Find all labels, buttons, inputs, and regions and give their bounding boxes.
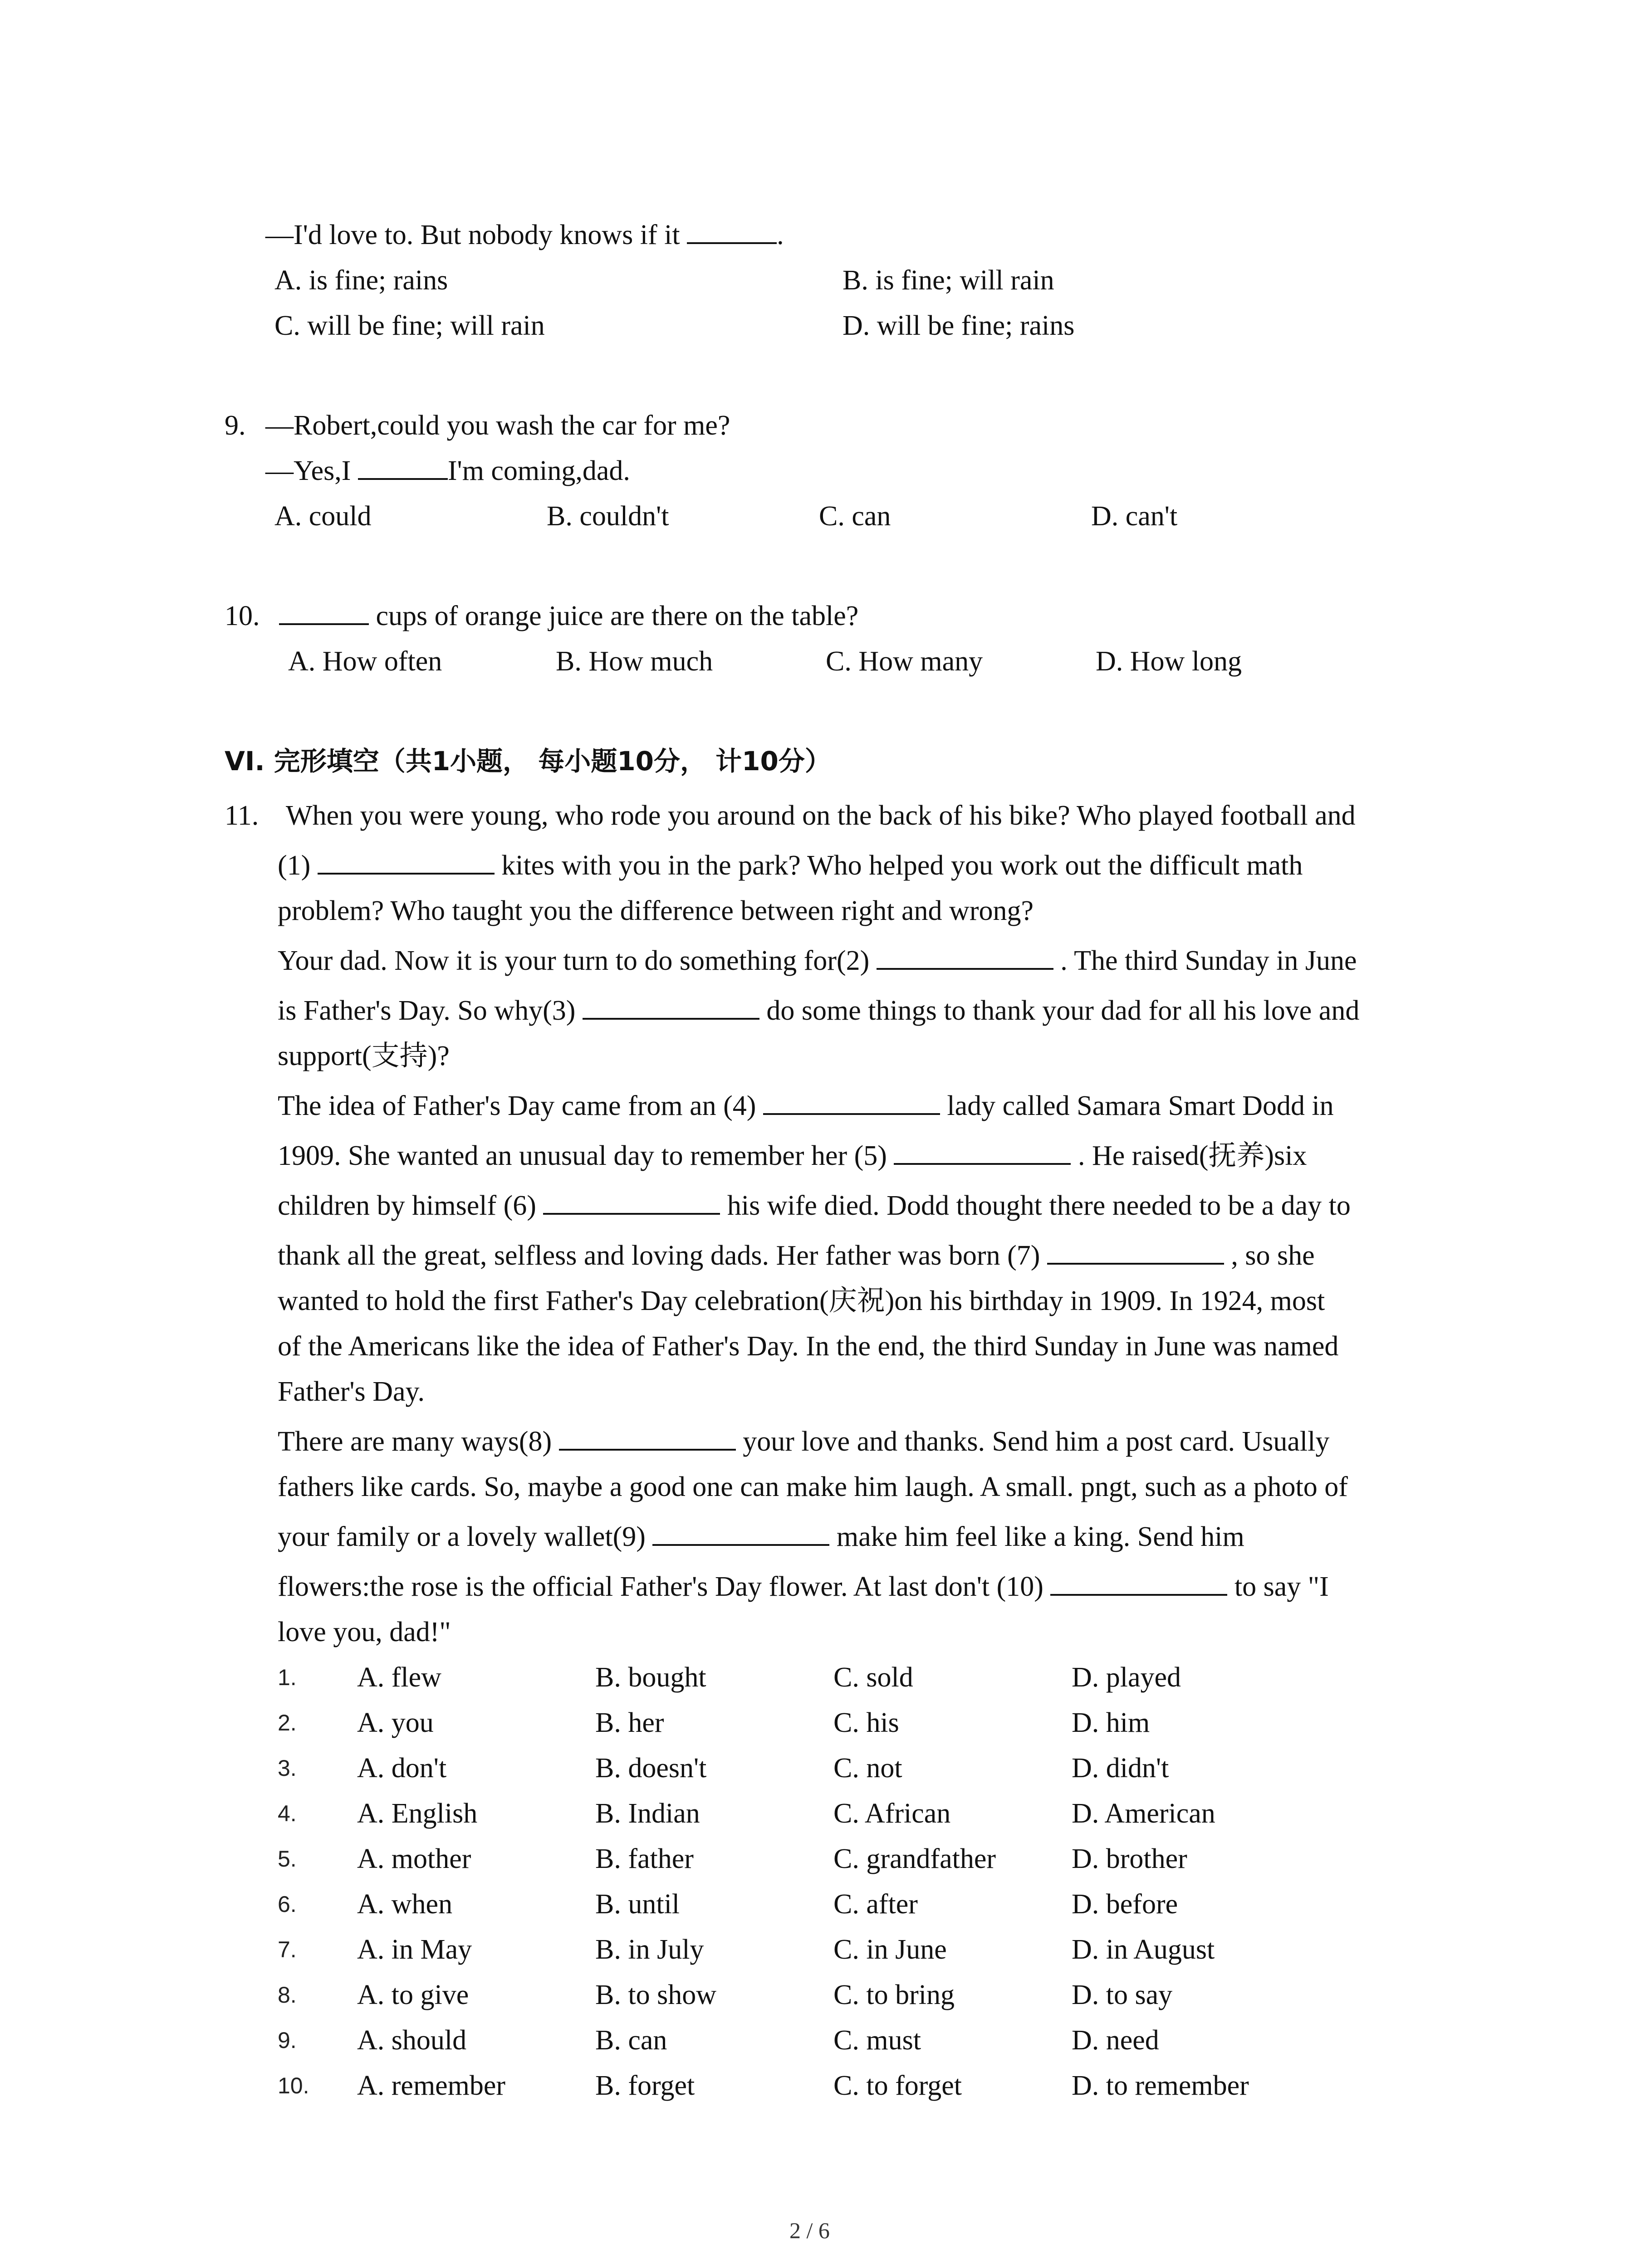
option-d: D. in August: [1072, 1934, 1215, 1965]
passage-line: The idea of Father's Day came from an (4) lady called Samara Smart Dodd in: [278, 1088, 1334, 1124]
option-a: A. English: [357, 1798, 478, 1829]
q8-option-c: C. will be fine; will rain: [274, 310, 545, 341]
option-a: A. don't: [357, 1753, 447, 1784]
option-a: A. mother: [357, 1843, 471, 1874]
option-c: C. to forget: [833, 2070, 962, 2101]
q9-option-c: C. can: [819, 501, 891, 532]
option-d: D. before: [1072, 1889, 1178, 1920]
option-a: A. you: [357, 1707, 434, 1738]
q10-option-d: D. How long: [1096, 646, 1242, 677]
option-c: C. after: [833, 1889, 918, 1920]
passage-line: love you, dad!": [278, 1617, 451, 1647]
option-c: C. sold: [833, 1662, 913, 1693]
option-b: B. in July: [595, 1934, 704, 1965]
option-a: A. should: [357, 2025, 467, 2056]
option-c: C. grandfather: [833, 1843, 996, 1874]
option-d: D. to remember: [1072, 2070, 1249, 2101]
cloze-blank-8[interactable]: [559, 1423, 736, 1451]
q10-option-c: C. How many: [826, 646, 983, 677]
answer-blank[interactable]: [358, 453, 448, 480]
passage-line: thank all the great, selfless and loving dads. Her father was born (7) , so she: [278, 1237, 1315, 1274]
q10-number: 10.: [225, 601, 260, 631]
passage-line: problem? Who taught you the difference between right and wrong?: [278, 895, 1034, 926]
q9-line1: —Robert,could you wash the car for me?: [265, 410, 730, 441]
cloze-blank-2[interactable]: [877, 943, 1053, 970]
cloze-blank-4[interactable]: [763, 1088, 940, 1115]
option-c: C. not: [833, 1753, 902, 1784]
passage-line: There are many ways(8) your love and thanks. Send him a post card. Usually: [278, 1423, 1329, 1460]
option-b: B. father: [595, 1843, 694, 1874]
passage-line: flowers:the rose is the official Father's Day flower. At last don't (10) to say "I: [278, 1569, 1329, 1605]
passage-line: of the Americans like the idea of Father's Day. In the end, the third Sunday in June was named: [278, 1331, 1339, 1362]
option-a: A. to give: [357, 1980, 469, 2010]
option-row-number: 4.: [278, 1801, 297, 1826]
q10-option-b: B. How much: [556, 646, 713, 677]
q9-line2: —Yes,I I'm coming,dad.: [265, 453, 630, 489]
answer-blank[interactable]: [279, 598, 369, 625]
option-c: C. in June: [833, 1934, 947, 1965]
cloze-blank-6[interactable]: [543, 1188, 720, 1215]
option-row-number: 2.: [278, 1710, 297, 1735]
option-b: B. Indian: [595, 1798, 700, 1829]
option-row-number: 7.: [278, 1937, 297, 1962]
cloze-blank-5[interactable]: [894, 1138, 1071, 1165]
passage-line: Your dad. Now it is your turn to do something for(2) . The third Sunday in June: [278, 943, 1357, 979]
option-b: B. until: [595, 1889, 680, 1920]
passage-line: wanted to hold the first Father's Day celebration(庆祝)on his birthday in 1909. In 1924, most: [278, 1286, 1325, 1316]
passage-line: (1) kites with you in the park? Who helped you work out the difficult math: [278, 847, 1303, 884]
cloze-blank-7[interactable]: [1047, 1237, 1224, 1265]
option-d: D. didn't: [1072, 1753, 1169, 1784]
option-d: D. him: [1072, 1707, 1150, 1738]
q9-option-d: D. can't: [1091, 501, 1178, 532]
q11-number: 11.: [225, 800, 259, 831]
passage-line: Father's Day.: [278, 1376, 425, 1407]
q8-reply: —I'd love to. But nobody knows if it .: [265, 217, 784, 253]
option-a: A. flew: [357, 1662, 441, 1693]
passage-line: fathers like cards. So, maybe a good one can make him laugh. A small. pngt, such as a photo of: [278, 1471, 1348, 1502]
q8-option-d: D. will be fine; rains: [843, 310, 1075, 341]
option-b: B. to show: [595, 1980, 716, 2010]
option-a: A. when: [357, 1889, 453, 1920]
cloze-blank-10[interactable]: [1050, 1569, 1227, 1596]
option-b: B. her: [595, 1707, 664, 1738]
section-heading: VI. 完形填空（共1小题， 每小题10分， 计10分）: [225, 746, 831, 777]
option-b: B. doesn't: [595, 1753, 707, 1784]
passage-line: 1909. She wanted an unusual day to remember her (5) . He raised(抚养)six: [278, 1138, 1307, 1174]
q8-option-a: A. is fine; rains: [274, 265, 448, 296]
cloze-blank-3[interactable]: [583, 992, 759, 1020]
option-row-number: 8.: [278, 1982, 297, 2008]
cloze-blank-9[interactable]: [652, 1519, 829, 1546]
option-row-number: 5.: [278, 1846, 297, 1872]
option-row-number: 1.: [278, 1665, 297, 1690]
option-b: B. forget: [595, 2070, 695, 2101]
option-b: B. can: [595, 2025, 667, 2056]
passage-line: When you were young, who rode you around on the back of his bike? Who played football and: [286, 800, 1356, 831]
option-c: C. African: [833, 1798, 951, 1829]
q9-option-b: B. couldn't: [547, 501, 669, 532]
option-c: C. must: [833, 2025, 921, 2056]
q8-option-b: B. is fine; will rain: [843, 265, 1054, 296]
option-a: A. in May: [357, 1934, 472, 1965]
cloze-blank-1[interactable]: [318, 847, 495, 875]
passage-line: is Father's Day. So why(3) do some things to thank your dad for all his love and: [278, 992, 1359, 1029]
option-row-number: 9.: [278, 2028, 297, 2053]
q10-option-a: A. How often: [288, 646, 442, 677]
q9-number: 9.: [225, 410, 246, 441]
option-c: C. his: [833, 1707, 899, 1738]
passage-line: your family or a lovely wallet(9) make him feel like a king. Send him: [278, 1519, 1244, 1555]
answer-blank[interactable]: [687, 217, 777, 244]
option-d: D. to say: [1072, 1980, 1173, 2010]
option-a: A. remember: [357, 2070, 506, 2101]
option-row-number: 10.: [278, 2073, 309, 2098]
option-d: D. brother: [1072, 1843, 1187, 1874]
option-d: D. American: [1072, 1798, 1215, 1829]
option-d: D. need: [1072, 2025, 1159, 2056]
option-row-number: 6.: [278, 1892, 297, 1917]
option-c: C. to bring: [833, 1980, 955, 2010]
q9-option-a: A. could: [274, 501, 372, 532]
page-number: 2 / 6: [789, 2218, 830, 2243]
q10-text: cups of orange juice are there on the table?: [279, 598, 858, 634]
option-b: B. bought: [595, 1662, 706, 1693]
passage-line: support(支持)?: [278, 1041, 450, 1071]
option-row-number: 3.: [278, 1755, 297, 1781]
option-d: D. played: [1072, 1662, 1181, 1693]
passage-line: children by himself (6) his wife died. Dodd thought there needed to be a day to: [278, 1188, 1351, 1224]
